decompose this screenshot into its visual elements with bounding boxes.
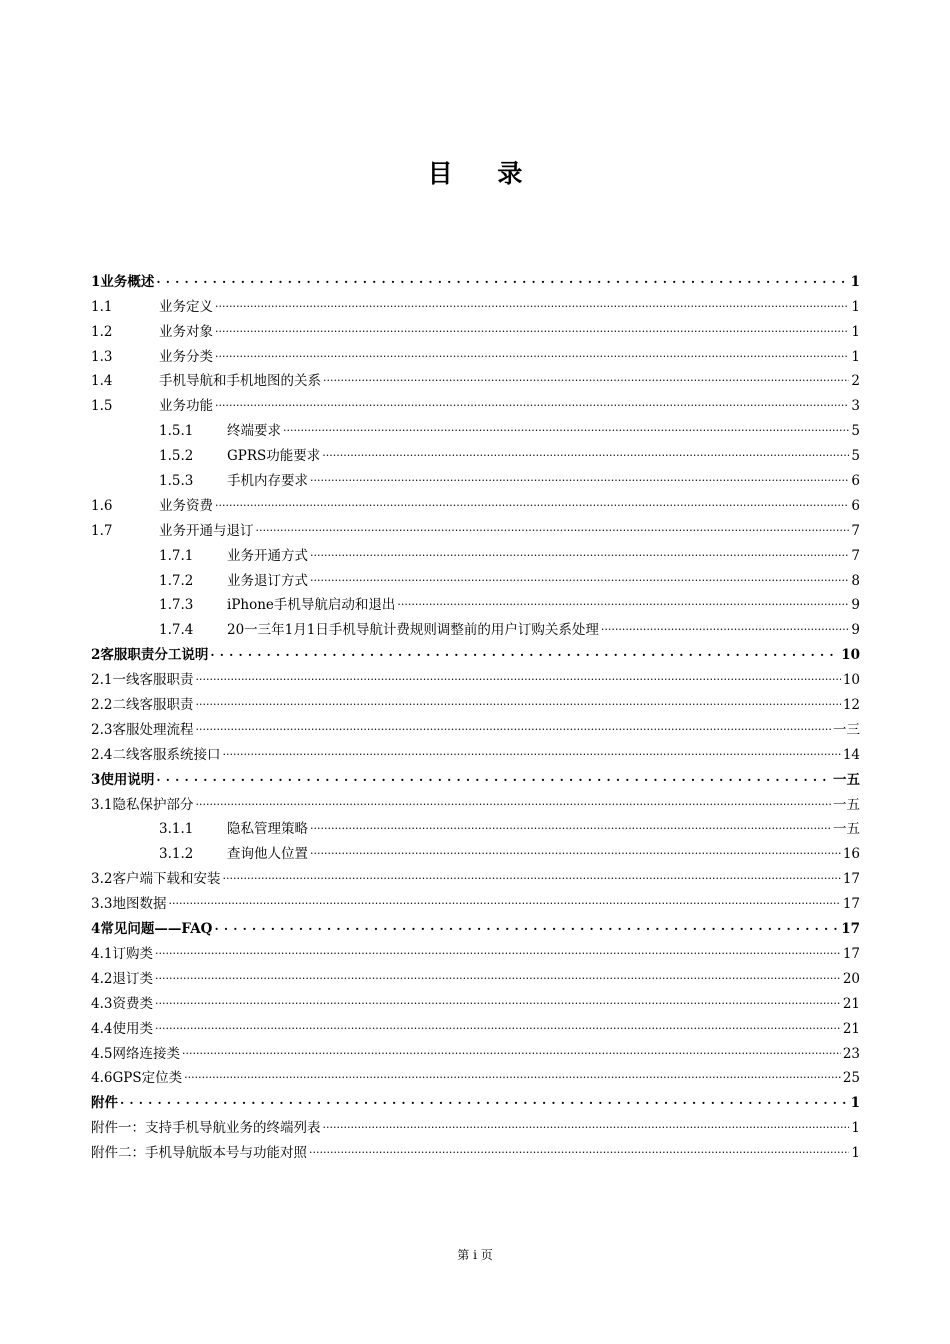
toc-entry-number: 3.1.2: [159, 846, 194, 863]
toc-entry-title: 网络连接类: [112, 1045, 180, 1062]
toc-entry-title: 业务功能: [159, 398, 213, 415]
toc-entry[interactable]: [91, 1087, 860, 1112]
toc-entry-page: 16: [842, 846, 860, 863]
toc-entry[interactable]: [91, 540, 860, 565]
toc-dot-leader: [195, 793, 831, 811]
toc-entry-title: 一线客服职责: [112, 672, 194, 689]
toc-entry-title: 手机导航和手机地图的关系: [159, 373, 321, 390]
toc-entry-title: 二线客服职责: [112, 697, 194, 714]
toc-entry[interactable]: [91, 938, 860, 963]
toc-entry[interactable]: [91, 664, 860, 689]
toc-entry-title: 退订类: [112, 970, 153, 987]
toc-entry[interactable]: [91, 1137, 860, 1162]
toc-entry-page: 10: [841, 647, 860, 664]
toc-entry-title: 20一三年1月1日手机导航计费规则调整前的用户订购关系处理: [227, 622, 599, 639]
toc-entry[interactable]: [91, 440, 860, 465]
toc-dot-leader: [195, 693, 840, 711]
toc-entry-number: 1.5.2: [159, 448, 194, 465]
toc-entry-page: 1: [851, 1120, 860, 1137]
toc-entry-title: 隐私保护部分: [112, 796, 194, 813]
toc-entry-page: 8: [851, 572, 860, 589]
toc-entry-title: 客服职责分工说明: [100, 647, 209, 664]
toc-entry-number: 1.7.4: [159, 622, 194, 639]
toc-entry-page: 9: [851, 597, 860, 614]
toc-entry-page: 14: [842, 746, 860, 763]
toc-entry[interactable]: [91, 739, 860, 764]
toc-entry-page: 5: [851, 423, 860, 440]
toc-entry-title: 业务开通方式: [227, 547, 308, 564]
toc-entry[interactable]: [91, 1112, 860, 1137]
toc-dot-leader: [215, 494, 849, 512]
toc-dot-leader: [195, 668, 840, 686]
toc-entry-title: 地图数据: [112, 896, 167, 913]
toc-entry-page: 1: [851, 298, 860, 315]
toc-entry-number: 1.7.1: [159, 547, 194, 564]
toc-entry[interactable]: [91, 490, 860, 515]
toc-entry-number: 4.3: [91, 995, 113, 1012]
toc-dot-leader: [156, 270, 848, 288]
toc-entry-page: 17: [842, 871, 860, 888]
toc-entry-number: 1.5.1: [159, 423, 194, 440]
toc-entry-title: 终端要求: [227, 423, 281, 440]
toc-entry-page: 23: [842, 1045, 860, 1062]
toc-dot-leader: [309, 1141, 849, 1159]
toc-dot-leader: [215, 345, 849, 363]
toc-entry-page: 2: [851, 373, 860, 390]
toc-entry-title: 手机内存要求: [227, 473, 308, 490]
toc-entry-number: 4.6: [91, 1070, 113, 1087]
toc-entry[interactable]: [91, 913, 860, 938]
table-of-contents: [91, 266, 860, 1162]
toc-dot-leader: [168, 892, 840, 910]
toc-entry-title: 附件一：支持手机导航业务的终端列表: [91, 1120, 321, 1137]
toc-entry[interactable]: [91, 266, 860, 291]
toc-entry-page: 9: [851, 622, 860, 639]
toc-entry[interactable]: [91, 390, 860, 415]
toc-entry[interactable]: [91, 888, 860, 913]
toc-entry[interactable]: [91, 341, 860, 366]
toc-entry-page: 一五: [833, 821, 860, 838]
toc-entry-number: 3.2: [91, 871, 113, 888]
toc-entry-title: 订购类: [112, 945, 153, 962]
toc-entry-title: 使用类: [112, 1020, 153, 1037]
toc-entry-number: 3.1.1: [159, 821, 194, 838]
toc-entry-page: 5: [851, 448, 860, 465]
toc-dot-leader: [215, 394, 849, 412]
toc-dot-leader: [120, 1091, 849, 1109]
toc-dot-leader: [215, 295, 849, 313]
toc-entry[interactable]: [91, 366, 860, 391]
toc-dot-leader: [310, 469, 849, 487]
toc-entry[interactable]: [91, 1013, 860, 1038]
toc-dot-leader: [323, 1116, 850, 1134]
toc-dot-leader: [195, 718, 831, 736]
toc-entry-number: 1.2: [91, 323, 113, 340]
toc-dot-leader: [222, 743, 840, 761]
toc-entry-title: 业务退订方式: [227, 572, 308, 589]
toc-entry-page: 21: [842, 1020, 860, 1037]
toc-entry-page: 17: [842, 945, 860, 962]
toc-entry-number: 2.2: [91, 697, 113, 714]
toc-entry-page: 1: [851, 348, 860, 365]
toc-entry[interactable]: [91, 789, 860, 814]
toc-entry-number: 4.1: [91, 945, 113, 962]
toc-dot-leader: [256, 519, 850, 537]
toc-entry[interactable]: [91, 316, 860, 341]
toc-dot-leader: [323, 369, 849, 387]
toc-entry-page: 20: [842, 970, 860, 987]
toc-entry-number: 2.1: [91, 672, 113, 689]
toc-entry-title: 资费类: [112, 995, 153, 1012]
toc-entry-number: 2.4: [91, 746, 113, 763]
toc-entry[interactable]: [91, 565, 860, 590]
toc-dot-leader: [283, 419, 849, 437]
toc-entry-number: 4.4: [91, 1020, 113, 1037]
toc-dot-leader: [397, 593, 849, 611]
toc-dot-leader: [156, 768, 831, 786]
toc-dot-leader: [215, 320, 849, 338]
toc-dot-leader: [155, 942, 841, 960]
toc-entry-number: 1.7.2: [159, 572, 194, 589]
toc-entry-title: 业务概述: [100, 273, 155, 290]
toc-dot-leader: [155, 967, 841, 985]
toc-entry[interactable]: [91, 291, 860, 316]
toc-dot-leader: [601, 618, 850, 636]
toc-entry[interactable]: [91, 963, 860, 988]
toc-entry-page: 1: [851, 323, 860, 340]
toc-entry-title: GPRS功能要求: [227, 448, 321, 465]
toc-entry-number: 4.2: [91, 970, 113, 987]
toc-entry-number: 2.3: [91, 721, 113, 738]
toc-entry-title: 客户端下载和安装: [112, 871, 221, 888]
toc-entry-number: 1.3: [91, 348, 113, 365]
toc-entry[interactable]: [91, 863, 860, 888]
toc-entry-number: 1: [91, 273, 101, 290]
toc-dot-leader: [184, 1066, 841, 1084]
toc-entry-page: 10: [842, 672, 860, 689]
toc-title: 目 录: [427, 159, 541, 188]
toc-dot-leader: [310, 544, 849, 562]
toc-dot-leader: [155, 992, 841, 1010]
toc-entry-number: 1.6: [91, 497, 113, 514]
toc-entry-page: 1: [850, 273, 860, 290]
toc-entry-page: 7: [851, 522, 860, 539]
toc-entry-page: 6: [851, 473, 860, 490]
toc-entry-page: 6: [851, 497, 860, 514]
toc-entry-number: 3.3: [91, 896, 113, 913]
toc-entry-number: 1.5: [91, 398, 113, 415]
toc-entry[interactable]: [91, 764, 860, 789]
toc-entry-number: 1.1: [91, 298, 113, 315]
toc-entry-number: 3: [91, 771, 101, 788]
toc-entry[interactable]: [91, 838, 860, 863]
toc-entry[interactable]: [91, 614, 860, 639]
toc-entry-page: 21: [842, 995, 860, 1012]
toc-dot-leader: [210, 643, 839, 661]
toc-entry-page: 一五: [833, 796, 860, 813]
toc-entry[interactable]: [91, 415, 860, 440]
toc-entry-number: 1.7.3: [159, 597, 194, 614]
toc-entry-page: 3: [851, 398, 860, 415]
toc-entry-title: GPS定位类: [112, 1070, 183, 1087]
toc-entry[interactable]: [91, 639, 860, 664]
toc-entry[interactable]: [91, 515, 860, 540]
toc-entry[interactable]: [91, 465, 860, 490]
toc-entry-title: iPhone手机导航启动和退出: [227, 597, 396, 614]
toc-entry-page: 1: [850, 1095, 860, 1112]
toc-entry-number: 1.7: [91, 522, 113, 539]
toc-entry-page: 7: [851, 547, 860, 564]
toc-entry-page: 25: [842, 1070, 860, 1087]
toc-entry[interactable]: [91, 590, 860, 615]
toc-dot-leader: [310, 817, 831, 835]
page-footer: 第 i 页: [457, 1248, 493, 1262]
toc-dot-leader: [182, 1042, 841, 1060]
toc-entry-title: 查询他人位置: [227, 846, 308, 863]
toc-entry-title: 业务对象: [159, 323, 213, 340]
toc-entry-page: 一五: [833, 771, 860, 788]
toc-entry-title: 二线客服系统接口: [112, 746, 221, 763]
toc-entry-title: 业务分类: [159, 348, 213, 365]
toc-entry-number: 1.5.3: [159, 473, 194, 490]
toc-dot-leader: [310, 842, 841, 860]
toc-dot-leader: [214, 917, 839, 935]
toc-entry-title: 附件二：手机导航版本号与功能对照: [91, 1145, 307, 1162]
toc-dot-leader: [322, 444, 849, 462]
toc-dot-leader: [155, 1017, 841, 1035]
toc-entry-page: 17: [841, 921, 860, 938]
toc-entry-title: 隐私管理策略: [227, 821, 308, 838]
toc-entry-page: 12: [842, 697, 860, 714]
toc-entry[interactable]: [91, 1038, 860, 1063]
toc-entry-page: 一三: [833, 721, 860, 738]
toc-entry-title: 常见问题——FAQ: [100, 921, 213, 938]
toc-dot-leader: [222, 867, 840, 885]
toc-entry-number: 4.5: [91, 1045, 113, 1062]
toc-entry[interactable]: [91, 689, 860, 714]
toc-entry-title: 业务开通与退订: [159, 522, 254, 539]
toc-entry[interactable]: [91, 814, 860, 839]
toc-entry-number: 1.4: [91, 373, 113, 390]
toc-dot-leader: [310, 569, 849, 587]
toc-entry-title: 业务定义: [159, 298, 213, 315]
toc-entry-page: 1: [851, 1145, 860, 1162]
toc-entry-number: 4: [91, 921, 101, 938]
toc-entry-number: 3.1: [91, 796, 113, 813]
toc-entry[interactable]: [91, 988, 860, 1013]
toc-entry-title: 附件: [91, 1095, 118, 1112]
toc-entry-title: 使用说明: [100, 771, 155, 788]
toc-entry-number: 2: [91, 647, 101, 664]
toc-entry[interactable]: [91, 714, 860, 739]
toc-entry-page: 17: [842, 896, 860, 913]
toc-entry[interactable]: [91, 1063, 860, 1088]
toc-entry-title: 客服处理流程: [112, 721, 194, 738]
toc-entry-title: 业务资费: [159, 497, 213, 514]
